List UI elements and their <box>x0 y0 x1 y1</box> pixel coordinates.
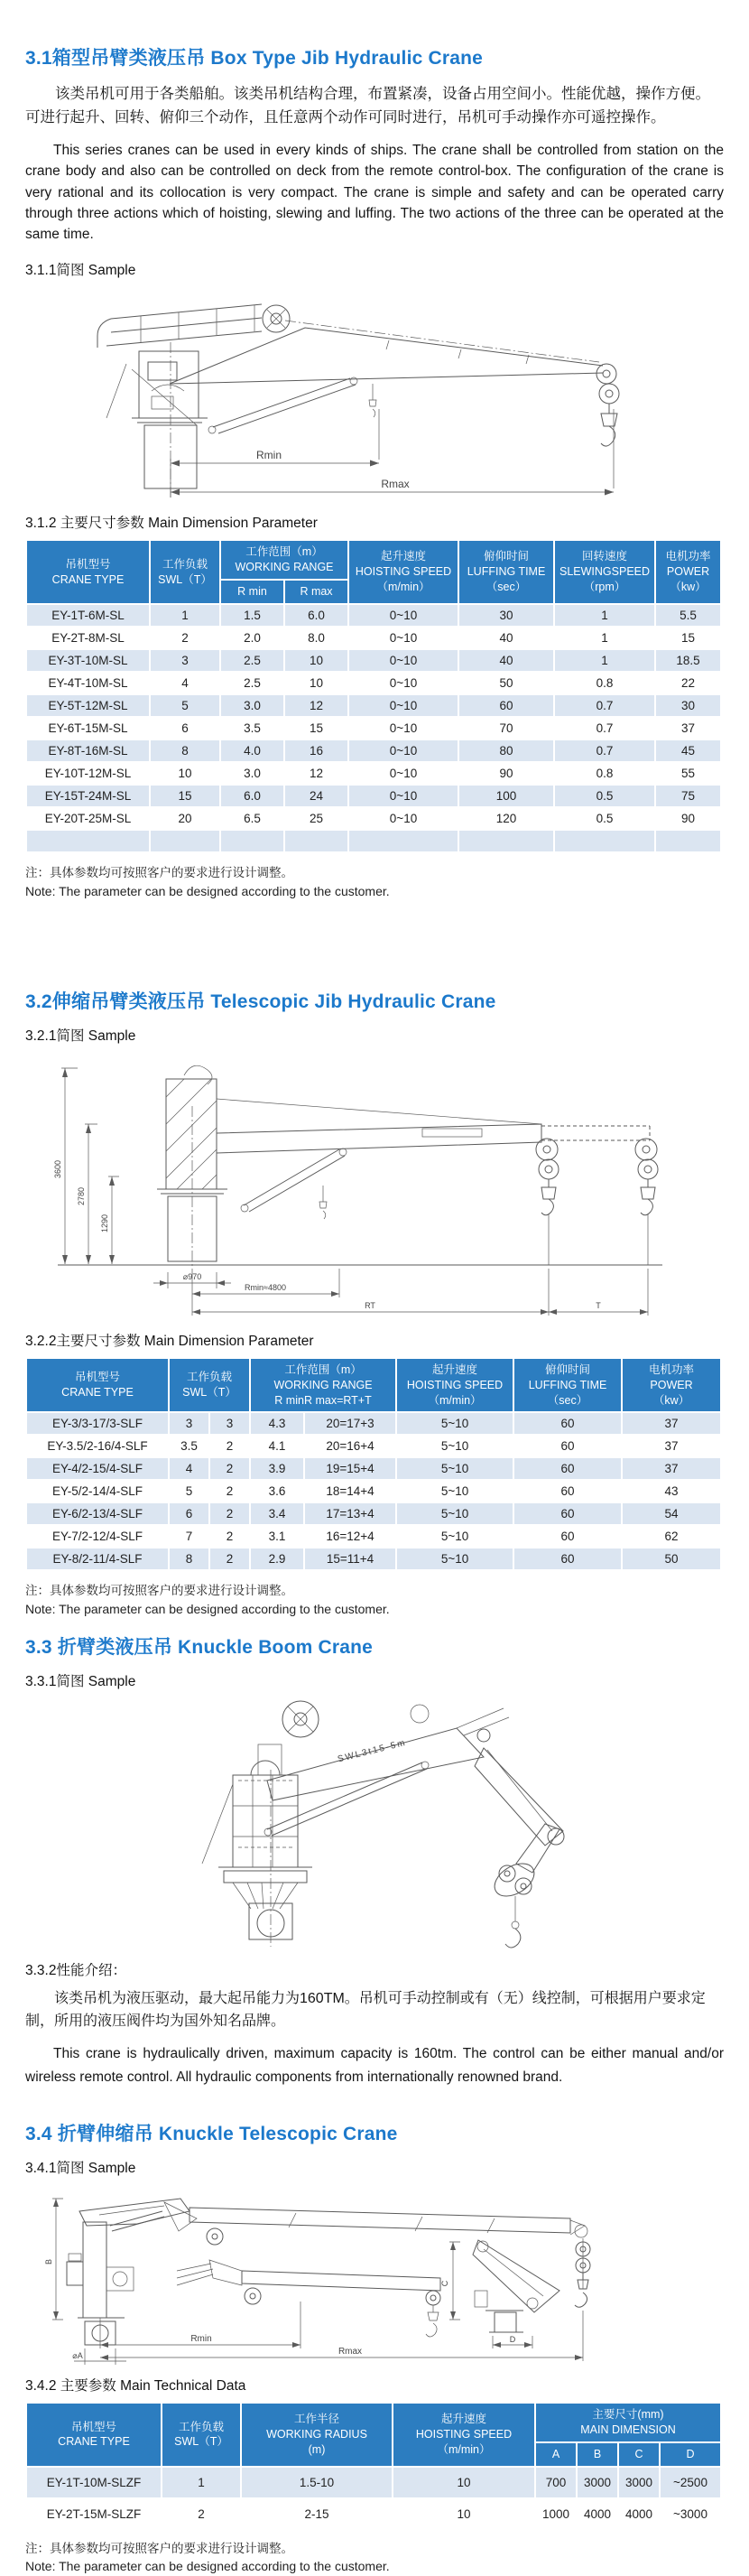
col-header-dim-a: A <box>535 2442 577 2467</box>
table-cell: 7 <box>169 1525 209 1548</box>
table-cell: 60 <box>458 694 554 717</box>
table-cell: 1 <box>554 649 655 672</box>
col-header-swl: 工作负载 SWL（T） <box>169 1358 250 1413</box>
dim-label-rmax: Rmax <box>381 478 410 491</box>
table-row <box>26 739 721 762</box>
table-cell: 4000 <box>618 2498 660 2530</box>
table-row <box>26 1525 721 1548</box>
table-cell <box>655 830 721 852</box>
table-cell: 4000 <box>577 2498 618 2530</box>
table-cell: EY-1T-6M-SL <box>26 604 150 627</box>
table-cell: 55 <box>655 762 721 785</box>
table-cell: 37 <box>655 717 721 739</box>
dim-label-970: ⌀970 <box>182 1271 202 1281</box>
col-header-working-range: 工作范围（m） WORKING RANGE <box>220 540 348 580</box>
table-cell: 120 <box>458 807 554 830</box>
table-cell: 6 <box>150 717 220 739</box>
table-cell: 4.0 <box>220 739 284 762</box>
table-cell: 18.5 <box>655 649 721 672</box>
table-cell: 6.0 <box>284 604 348 627</box>
table-cell: ~2500 <box>660 2467 721 2498</box>
table-cell: 16=12+4 <box>304 1525 396 1548</box>
dim-label-rmax: Rmax <box>338 2347 363 2357</box>
table-cell: 10 <box>393 2498 535 2530</box>
table-cell: 4 <box>150 672 220 694</box>
table-cell: 30 <box>458 604 554 627</box>
paragraph-cn-3-3: 该类吊机为液压驱动，最大起吊能力为160TM。吊机可手动控制或有（无）线控制，可根据用户要求定制，所用的液压阀件均为国外知名品牌。 <box>25 1991 706 2030</box>
table-row <box>26 830 721 852</box>
col-header-power: 电机功率 POWER （kw） <box>655 540 721 604</box>
table-heading-3-4-2: 3.4.2 主要参数 Main Technical Data <box>25 2378 246 2395</box>
table-cell: 3.6 <box>250 1480 304 1502</box>
table-cell: 22 <box>655 672 721 694</box>
note-cn: 注：具体参数均可按照客户的要求进行设计调整。 <box>25 2541 293 2555</box>
table-cell: 62 <box>622 1525 721 1548</box>
table-cell: 20=17+3 <box>304 1412 396 1435</box>
table-cell: 6.0 <box>220 785 284 807</box>
table-row <box>26 1502 721 1525</box>
table-cell: 2 <box>209 1435 250 1457</box>
table-cell: 24 <box>284 785 348 807</box>
table-cell: EY-5/2-14/4-SLF <box>26 1480 169 1502</box>
table-row <box>26 2467 721 2498</box>
dim-label-rmin: Rmin <box>255 449 282 462</box>
table-cell: 15 <box>284 717 348 739</box>
table-cell: 60 <box>513 1457 622 1480</box>
dim-label-rt: RT <box>365 1300 375 1310</box>
table-cell: 20=16+4 <box>304 1435 396 1457</box>
table-cell: 0.8 <box>554 672 655 694</box>
table-cell <box>220 830 284 852</box>
table-cell: EY-2T-15M-SLZF <box>26 2498 162 2530</box>
table-cell: EY-8/2-11/4-SLF <box>26 1548 169 1570</box>
col-header-luffing-time: 俯仰时间 LUFFING TIME （sec） <box>458 540 554 604</box>
table-cell: 2.0 <box>220 627 284 649</box>
table-cell: 80 <box>458 739 554 762</box>
table-cell: 0~10 <box>348 785 458 807</box>
note-en: Note: The parameter can be designed according to the customer. <box>25 2559 390 2574</box>
table-cell: 0.8 <box>554 762 655 785</box>
table-cell: 6.5 <box>220 807 284 830</box>
table-cell: 37 <box>622 1435 721 1457</box>
table-cell <box>26 830 150 852</box>
table-cell: 3.1 <box>250 1525 304 1548</box>
col-header-rmax: R max=RT+T <box>303 1393 372 1407</box>
table-cell: 40 <box>458 649 554 672</box>
table-row <box>26 785 721 807</box>
table-cell <box>348 830 458 852</box>
table-cell: 0~10 <box>348 672 458 694</box>
table-cell: 37 <box>622 1457 721 1480</box>
table-cell <box>284 830 348 852</box>
table-cell: 3000 <box>577 2467 618 2498</box>
table-cell: 5~10 <box>396 1525 513 1548</box>
dim-label-c: C <box>440 2280 449 2287</box>
table-cell: 60 <box>513 1480 622 1502</box>
table-row <box>26 694 721 717</box>
table-cell: 12 <box>284 694 348 717</box>
table-cell: 2 <box>209 1548 250 1570</box>
table-cell: 15 <box>150 785 220 807</box>
table-cell: EY-6/2-13/4-SLF <box>26 1502 169 1525</box>
table-row <box>26 2498 721 2530</box>
table-cell: 15 <box>655 627 721 649</box>
table-cell: 0.7 <box>554 739 655 762</box>
dim-label-rmin: Rmin <box>190 2334 212 2345</box>
table-cell: 3.0 <box>220 694 284 717</box>
paragraph-en-3-1: This series cranes can be used in every kinds of ships. The crane shall be controlled from station on the crane body and also can be controlled on deck from the remote control-box. The configuration of the crane is very rational and its collocation is very compact. The crane is simple and safety and can be operated carry through three actions which of hoisting, slewing and luffing. The two actions of the three can be operated at the same time. <box>25 143 724 243</box>
table-cell: 20 <box>150 807 220 830</box>
section-title-3-3: 3.3 折臂类液压吊 Knuckle Boom Crane <box>25 1637 374 1659</box>
table-cell: 5~10 <box>396 1457 513 1480</box>
table-cell: 43 <box>622 1480 721 1502</box>
table-cell: 5~10 <box>396 1548 513 1570</box>
knuckle-telescopic-crane-drawing <box>25 2184 720 2369</box>
main-technical-data-table-3-4 <box>25 2402 722 2531</box>
table-cell: EY-3.5/2-16/4-SLF <box>26 1435 169 1457</box>
table-cell: 5~10 <box>396 1412 513 1435</box>
table-cell: EY-2T-8M-SL <box>26 627 150 649</box>
table-cell: 2 <box>150 627 220 649</box>
table-row <box>26 1412 721 1435</box>
table-cell: 700 <box>535 2467 577 2498</box>
table-cell: 8 <box>150 739 220 762</box>
table-cell: 37 <box>622 1412 721 1435</box>
col-header-hoisting-speed: 起升速度 HOISTING SPEED （m/min） <box>396 1358 513 1413</box>
table-cell: 12 <box>284 762 348 785</box>
table-row <box>26 672 721 694</box>
table-cell: 1.5-10 <box>241 2467 393 2498</box>
section-title-3-1: 3.1箱型吊臂类液压吊 Box Type Jib Hydraulic Crane <box>25 48 484 69</box>
table-cell: 90 <box>458 762 554 785</box>
table-cell: 1 <box>554 604 655 627</box>
table-cell: 15=11+4 <box>304 1548 396 1570</box>
col-header-swl: 工作负载 SWL（T） <box>162 2403 241 2467</box>
table-cell: 50 <box>622 1548 721 1570</box>
col-header-rmax: R max <box>284 580 348 604</box>
table-cell: 0.5 <box>554 807 655 830</box>
col-header-crane-type: 吊机型号 CRANE TYPE <box>26 2403 162 2467</box>
table-row <box>26 649 721 672</box>
table-cell: EY-8T-16M-SL <box>26 739 150 762</box>
col-header-crane-type: 吊机型号 CRANE TYPE <box>26 1358 169 1413</box>
table-cell: EY-5T-12M-SL <box>26 694 150 717</box>
table-cell: 3.0 <box>220 762 284 785</box>
note-block <box>25 1582 724 1618</box>
table-cell: 0~10 <box>348 739 458 762</box>
table-cell: 2 <box>209 1457 250 1480</box>
paragraph-cn-3-1: 该类吊机可用于各类船舶。该类吊机结构合理，布置紧凑，设备占用空间小。性能优越，操作方便。可进行起升、回转、俯仰三个动作，且任意两个动作可同时进行，吊机可手动操作亦可遥控操作。 <box>25 86 710 126</box>
dim-label-1290: 1290 <box>100 1214 109 1232</box>
table-cell: EY-15T-24M-SL <box>26 785 150 807</box>
note-cn: 注：具体参数均可按照客户的要求进行设计调整。 <box>25 866 293 879</box>
dim-label-3600: 3600 <box>53 1159 62 1178</box>
table-cell <box>458 830 554 852</box>
table-cell: 4.1 <box>250 1435 304 1457</box>
table-cell: 3000 <box>618 2467 660 2498</box>
table-heading-3-2-2: 3.2.2主要尺寸参数 Main Dimension Parameter <box>25 1333 314 1349</box>
table-cell: 16 <box>284 739 348 762</box>
col-header-dim-b: B <box>577 2442 618 2467</box>
table-cell: 0~10 <box>348 604 458 627</box>
table-cell: 10 <box>284 672 348 694</box>
note-block <box>25 864 724 900</box>
col-header-rmin: R min <box>220 580 284 604</box>
table-cell: 8.0 <box>284 627 348 649</box>
table-cell: 2 <box>209 1480 250 1502</box>
table-cell: 0.5 <box>554 785 655 807</box>
table-cell: 1 <box>150 604 220 627</box>
table-cell: 19=15+4 <box>304 1457 396 1480</box>
table-cell: 2 <box>209 1502 250 1525</box>
col-header-slewing-speed: 回转速度 SLEWINGSPEED （rpm） <box>554 540 655 604</box>
dim-label-d: D <box>509 2335 516 2345</box>
table-cell: 4.3 <box>250 1412 304 1435</box>
col-header-hoisting-speed: 起升速度 HOISTING SPEED （m/min） <box>348 540 458 604</box>
table-cell: 0~10 <box>348 807 458 830</box>
table-cell: 45 <box>655 739 721 762</box>
dim-label-phi-a: ⌀A <box>72 2351 83 2361</box>
col-header-luffing-time: 俯仰时间 LUFFING TIME （sec） <box>513 1358 622 1413</box>
table-cell: 5 <box>169 1480 209 1502</box>
col-header-main-dimension: 主要尺寸(mm) MAIN DIMENSION <box>535 2403 721 2442</box>
table-cell: EY-7/2-12/4-SLF <box>26 1525 169 1548</box>
table-cell: 3 <box>209 1412 250 1435</box>
table-cell: 18=14+4 <box>304 1480 396 1502</box>
table-cell: EY-3/3-17/3-SLF <box>26 1412 169 1435</box>
table-cell: 0.7 <box>554 694 655 717</box>
sample-heading-3-3-1: 3.3.1简图 Sample <box>25 1674 136 1690</box>
dim-label-t: T <box>596 1300 601 1310</box>
table-cell: 0~10 <box>348 717 458 739</box>
table-cell: 1.5 <box>220 604 284 627</box>
table-cell: 17=13+4 <box>304 1502 396 1525</box>
table-cell: 25 <box>284 807 348 830</box>
table-cell: EY-4T-10M-SL <box>26 672 150 694</box>
table-cell: 5~10 <box>396 1480 513 1502</box>
note-block <box>25 2540 724 2576</box>
table-cell: 30 <box>655 694 721 717</box>
table-cell: 10 <box>150 762 220 785</box>
table-row <box>26 627 721 649</box>
col-header-rmin: R min <box>274 1393 304 1407</box>
col-header-working-radius: 工作半径 WORKING RADIUS (m) <box>241 2403 393 2467</box>
col-header-dim-c: C <box>618 2442 660 2467</box>
table-cell: 50 <box>458 672 554 694</box>
section-title-3-2: 3.2伸缩吊臂类液压吊 Telescopic Jib Hydraulic Crane <box>25 990 496 1012</box>
table-row <box>26 717 721 739</box>
table-cell: 3.4 <box>250 1502 304 1525</box>
col-header-power: 电机功率 POWER （kw） <box>622 1358 721 1413</box>
table-cell: 6 <box>169 1502 209 1525</box>
paragraph-en-3-3: This crane is hydraulically driven, maximum capacity is 160tm. The control can be either manual and/or wireless remote control. All hydraulic components from internationally renowned brand. <box>25 2045 724 2085</box>
table-cell: 3.5 <box>169 1435 209 1457</box>
table-cell <box>150 830 220 852</box>
table-cell: 2 <box>209 1525 250 1548</box>
table-cell: 60 <box>513 1525 622 1548</box>
knuckle-boom-crane-drawing <box>25 1694 720 1950</box>
table-cell: EY-6T-15M-SL <box>26 717 150 739</box>
col-header-hoisting-speed: 起升速度 HOISTING SPEED （m/min） <box>393 2403 535 2467</box>
table-cell: 10 <box>284 649 348 672</box>
col-header-crane-type: 吊机型号 CRANE TYPE <box>26 540 150 604</box>
table-cell: 5 <box>150 694 220 717</box>
sample-heading-3-1-1: 3.1.1简图 Sample <box>25 263 136 279</box>
sample-heading-3-4-1: 3.4.1简图 Sample <box>25 2161 136 2177</box>
table-row <box>26 1435 721 1457</box>
telescopic-jib-crane-drawing <box>25 1052 720 1323</box>
table-cell: 40 <box>458 627 554 649</box>
table-row <box>26 1457 721 1480</box>
table-cell: 5~10 <box>396 1502 513 1525</box>
main-dimension-table-3-2 <box>25 1357 722 1572</box>
table-cell: 3 <box>150 649 220 672</box>
table-cell: 54 <box>622 1502 721 1525</box>
table-cell: 0.7 <box>554 717 655 739</box>
box-jib-crane-drawing <box>25 283 720 507</box>
table-row <box>26 1548 721 1570</box>
table-row <box>26 807 721 830</box>
table-row <box>26 762 721 785</box>
sample-heading-3-2-1: 3.2.1简图 Sample <box>25 1028 136 1044</box>
table-heading-3-1-2: 3.1.2 主要尺寸参数 Main Dimension Parameter <box>25 516 318 532</box>
table-cell: EY-4/2-15/4-SLF <box>26 1457 169 1480</box>
table-cell: 1 <box>162 2467 241 2498</box>
dim-label-2780: 2780 <box>77 1186 86 1205</box>
table-cell: 60 <box>513 1435 622 1457</box>
table-cell: 2-15 <box>241 2498 393 2530</box>
dim-label-rmin2: Rmin≈4800 <box>245 1282 286 1292</box>
table-cell: 10 <box>393 2467 535 2498</box>
dim-label-b: B <box>44 2259 53 2265</box>
table-cell: 5.5 <box>655 604 721 627</box>
table-cell <box>554 830 655 852</box>
table-cell: 0~10 <box>348 694 458 717</box>
catalog-page <box>0 22 749 2574</box>
note-cn: 注：具体参数均可按照客户的要求进行设计调整。 <box>25 1584 293 1598</box>
table-cell: EY-20T-25M-SL <box>26 807 150 830</box>
table-row <box>26 1480 721 1502</box>
table-cell: 3.9 <box>250 1457 304 1480</box>
table-cell: 2 <box>162 2498 241 2530</box>
table-cell: 3 <box>169 1412 209 1435</box>
col-header-swl: 工作负载 SWL（T） <box>150 540 220 604</box>
table-cell: 0~10 <box>348 627 458 649</box>
section-title-3-4: 3.4 折臂伸缩吊 Knuckle Telescopic Crane <box>25 2124 398 2145</box>
table-cell: 75 <box>655 785 721 807</box>
table-cell: 8 <box>169 1548 209 1570</box>
note-en: Note: The parameter can be designed according to the customer. <box>25 1602 390 1617</box>
table-cell: 5~10 <box>396 1435 513 1457</box>
table-cell: 2.5 <box>220 649 284 672</box>
perf-heading-3-3-2: 3.3.2性能介绍： <box>25 1963 126 1979</box>
col-header-working-range: 工作范围（m） WORKING RANGE R minR max=RT+T <box>250 1358 396 1413</box>
table-cell: 60 <box>513 1548 622 1570</box>
table-cell: 60 <box>513 1502 622 1525</box>
table-cell: 0~10 <box>348 762 458 785</box>
table-cell: 2.9 <box>250 1548 304 1570</box>
table-cell: EY-3T-10M-SL <box>26 649 150 672</box>
table-cell: 2.5 <box>220 672 284 694</box>
table-cell: EY-10T-12M-SL <box>26 762 150 785</box>
table-cell: 4 <box>169 1457 209 1480</box>
boom-swl-label: SWL3t15-5m <box>337 1738 408 1765</box>
table-row <box>26 604 721 627</box>
main-dimension-table-3-1 <box>25 539 722 853</box>
table-cell: ~3000 <box>660 2498 721 2530</box>
table-cell: 70 <box>458 717 554 739</box>
table-cell: 3.5 <box>220 717 284 739</box>
note-en: Note: The parameter can be designed according to the customer. <box>25 883 390 898</box>
table-cell: 1 <box>554 627 655 649</box>
table-cell: 90 <box>655 807 721 830</box>
table-cell: 60 <box>513 1412 622 1435</box>
table-cell: EY-1T-10M-SLZF <box>26 2467 162 2498</box>
table-cell: 0~10 <box>348 649 458 672</box>
col-header-dim-d: D <box>660 2442 721 2467</box>
table-cell: 100 <box>458 785 554 807</box>
table-cell: 1000 <box>535 2498 577 2530</box>
